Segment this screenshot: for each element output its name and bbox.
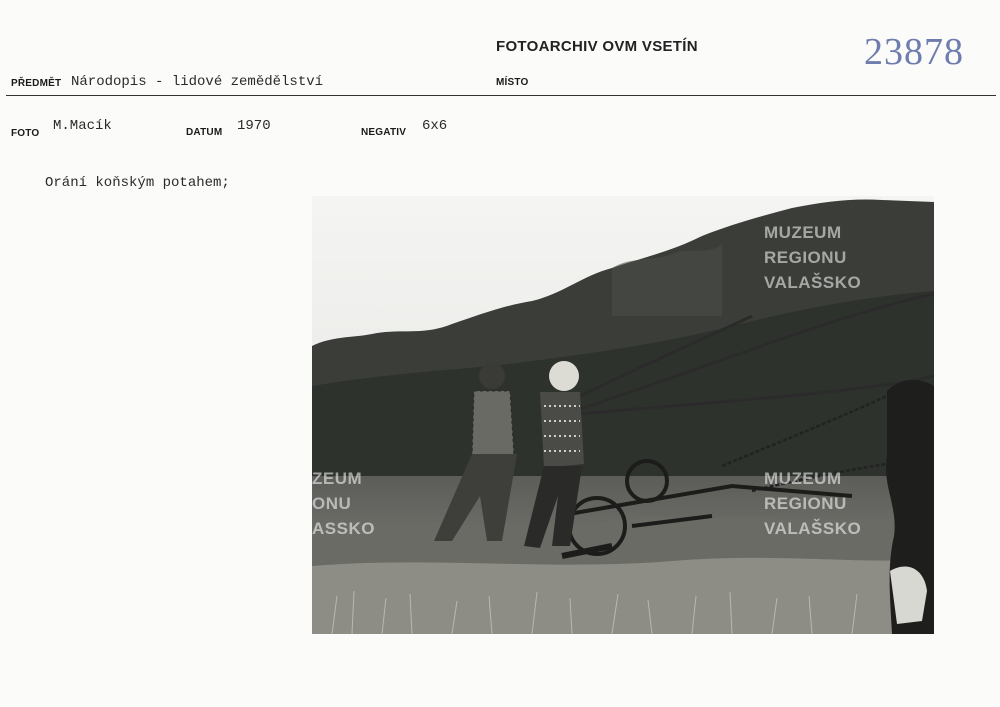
svg-text:ZEUM: ZEUM <box>312 469 363 488</box>
negativ-value: 6x6 <box>422 118 448 134</box>
svg-text:REGIONU: REGIONU <box>764 494 847 513</box>
foto-label: FOTO <box>11 128 40 139</box>
catalog-number: 23878 <box>864 31 964 73</box>
svg-text:ONU: ONU <box>312 494 352 513</box>
archive-title: FOTOARCHIV OVM VSETÍN <box>496 38 698 55</box>
negativ-label: NEGATIV <box>361 127 407 138</box>
datum-value: 1970 <box>237 118 271 134</box>
predmet-value: Národopis - lidové zemědělství <box>71 74 324 90</box>
svg-text:MUZEUM: MUZEUM <box>764 223 842 242</box>
svg-text:VALAŠSKO: VALAŠSKO <box>764 273 862 292</box>
photo-caption: Orání koňským potahem; <box>45 175 230 191</box>
ploughing-photograph <box>312 196 934 634</box>
predmet-label: PŘEDMĚT <box>11 78 62 89</box>
misto-label: MÍSTO <box>496 77 529 88</box>
svg-text:ASSKO: ASSKO <box>312 519 375 538</box>
svg-text:VALAŠSKO: VALAŠSKO <box>764 519 862 538</box>
svg-text:REGIONU: REGIONU <box>764 248 847 267</box>
datum-label: DATUM <box>186 127 223 138</box>
svg-text:MUZEUM: MUZEUM <box>764 469 842 488</box>
foto-value: M.Macík <box>53 118 112 134</box>
header-divider <box>6 95 996 96</box>
